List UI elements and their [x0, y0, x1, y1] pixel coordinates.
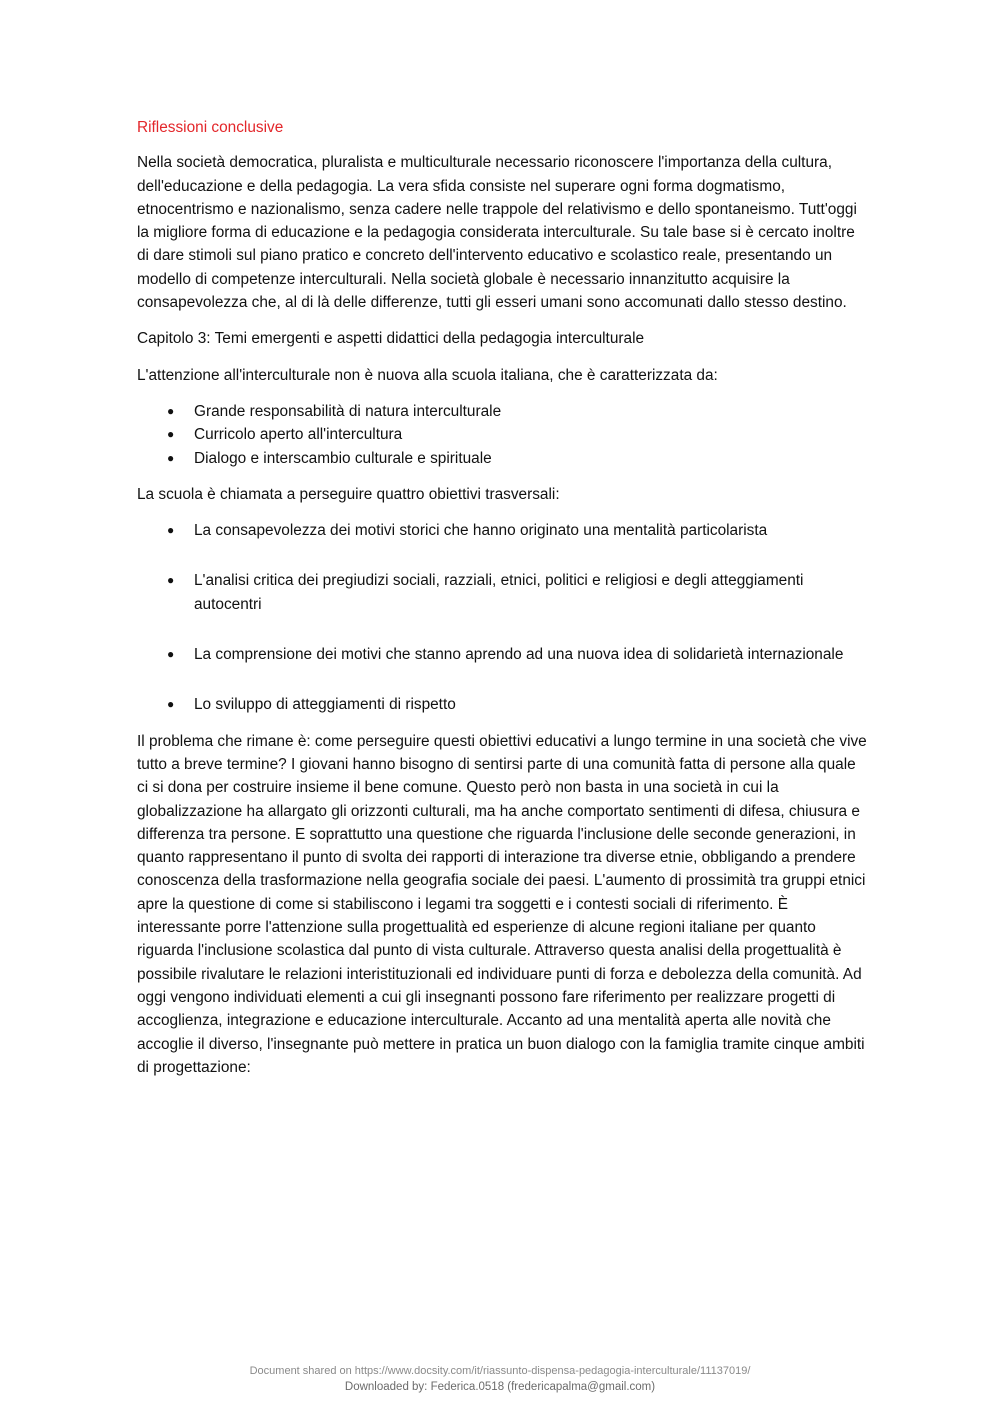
list-item-text: L'analisi critica dei pregiudizi sociali, razziali, etnici, politici e religiosi e degli atteggiamenti autocentri — [194, 572, 804, 613]
bullet-icon: ● — [167, 427, 175, 442]
list-item-text: Lo sviluppo di atteggiamenti di rispetto — [194, 696, 456, 714]
list-item — [137, 643, 867, 666]
bullet-icon: ● — [167, 403, 175, 418]
list-item — [137, 447, 867, 470]
list-item — [137, 400, 867, 423]
list-item-text: Dialogo e interscambio culturale e spirituale — [194, 449, 492, 467]
objectives-intro: La scuola è chiamata a perseguire quattro obiettivi trasversali: — [137, 485, 560, 503]
bullet-icon: ● — [167, 647, 175, 662]
closing-paragraph: Il problema che rimane è: come perseguire questi obiettivi educativi a lungo termine in una società che vive tutto a breve termine? I giovani hanno bisogno di sentirsi parte di una comunità fatta di persone alla quale ci si dona per costruire insieme il bene comune. Questo però non basta in una società in cui la globalizzazione ha allargato gli orizzonti culturali, ma ha anche comportato sentimenti di difesa, chiusura e differenza tra persone. E soprattutto una questione che riguarda l'inclusione delle seconde generazioni, in quanto rappresentano il punto di svolta dei rapporti di interazione tra diverse etnie, obbligando a prendere conoscenza della trasformazione nella geografia sociale dei paesi. L'aumento di prossimità tra gruppi etnici apre la questione di come si stabiliscono i legami tra soggetti e i contesti sociali di riferimento. È interessante porre l'attenzione sulla progettualità ed esperienze di alcune regioni italiane per quanto riguarda l'inclusione scolastica dal punto di vista culturale. Attraverso questa analisi della progettualità è possibile rivalutare le relazioni interistituzionali ed individuare punti di forza e debolezza della comunità. Ad oggi vengono individuati elementi a cui gli insegnanti possono fare riferimento per realizzare progetti di accoglienza, integrazione e educazione interculturale. Accanto ad una mentalità aperta alle novità che accoglie il diverso, l'insegnante può mettere in pratica un buon dialogo con la famiglia tramite cinque ambiti di progettazione: — [137, 732, 867, 1076]
footer-shared-link[interactable]: Document shared on https://www.docsity.com/it/riassunto-dispensa-pedagogia-interculturale/11137019/ — [249, 1365, 751, 1377]
list-item — [137, 569, 867, 616]
list-item — [137, 423, 867, 446]
list-item-text: La consapevolezza dei motivi storici che hanno originato una mentalità particolarista — [194, 522, 768, 540]
list-item — [137, 519, 867, 542]
objectives-list — [137, 519, 867, 716]
bullet-icon: ● — [167, 523, 175, 538]
footer-downloaded-by: Downloaded by: Federica.0518 (fredericapalma@gmail.com) — [344, 1381, 656, 1393]
chapter-title: Capitolo 3: Temi emergenti e aspetti didattici della pedagogia interculturale — [137, 330, 645, 348]
bullet-icon: ● — [167, 450, 175, 465]
attention-intro: L'attenzione all'interculturale non è nuova alla scuola italiana, che è caratterizzata da: — [137, 366, 718, 384]
document-body — [137, 116, 867, 1092]
bullet-icon: ● — [167, 573, 175, 588]
section-heading: Riflessioni conclusive — [137, 119, 284, 136]
bullet-icon: ● — [167, 697, 175, 712]
intro-paragraph: Nella società democratica, pluralista e multiculturale necessario riconoscere l'importanza della cultura, dell'educazione e della pedagogia. La vera sfida consiste nel superare ogni forma dogmatismo, etnocentrismo e nazionalismo, senza cadere nelle trappole del relativismo e dello spontaneismo. Tutt'oggi la migliore forma di educazione e la pedagogia considerata interculturale. Su tale base si è cercato inoltre di dare stimoli sul piano pratico e concreto dell'intervento educativo e scolastico reale, presentando un modello di competenze interculturali. Nella società globale è necessario innanzitutto acquisire la consapevolezza che, al di là delle differenze, tutti gli esseri umani sono accomunati dallo stesso destino. — [137, 154, 857, 312]
list-item-text: Grande responsabilità di natura interculturale — [194, 402, 502, 420]
list-item — [137, 693, 867, 716]
characteristics-list — [137, 400, 867, 470]
list-item-text: Curricolo aperto all'intercultura — [194, 426, 403, 444]
list-item-text: La comprensione dei motivi che stanno aprendo ad una nuova idea di solidarietà internazionale — [194, 646, 844, 664]
